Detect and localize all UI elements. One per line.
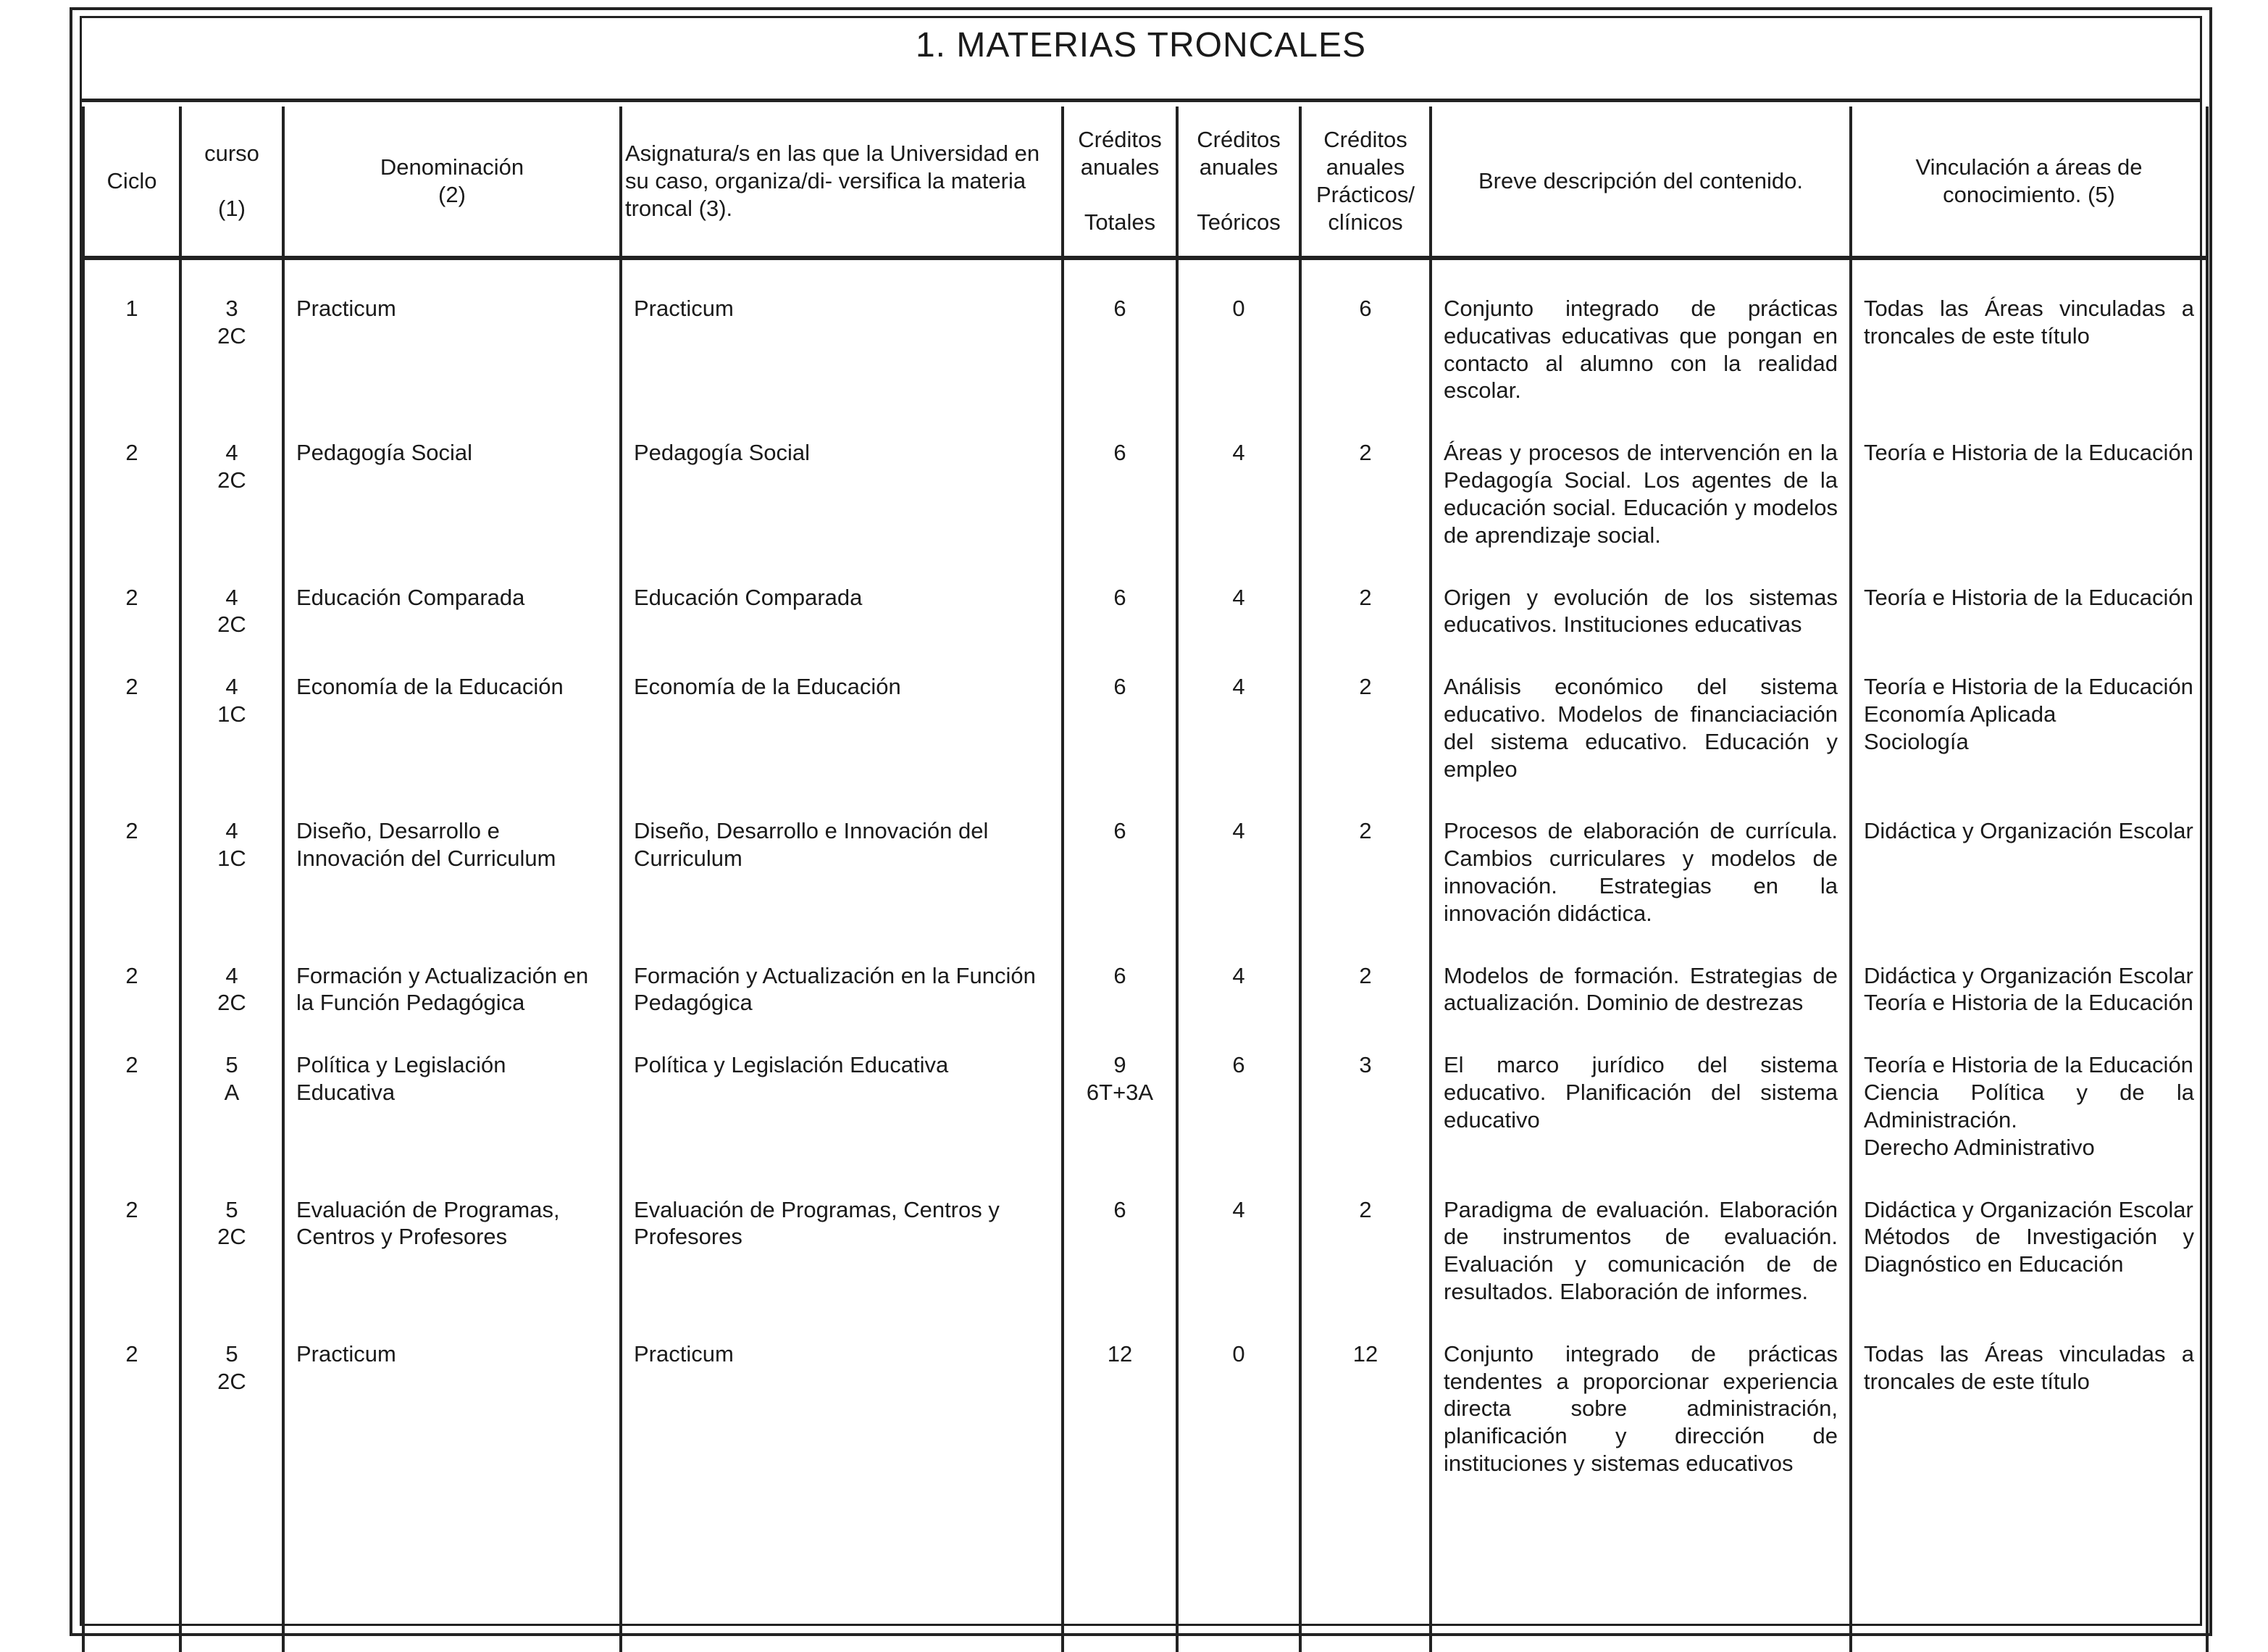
area-item: Derecho Administrativo: [1864, 1134, 2095, 1160]
cell-creditos-teoricos: [1177, 1017, 1300, 1161]
area-item: Didáctica y Organización Escolar: [1864, 818, 2193, 844]
cell-ciclo: [83, 638, 180, 783]
area-item: Economía Aplicada: [1864, 701, 2056, 727]
cell-asignatura: [621, 1161, 1063, 1306]
cell-denominacion: [283, 1161, 621, 1306]
descripcion-text: Paradigma de evaluación. Elaboración de instrumentos de evaluación. Evaluación y comunicación de de resultados. Elaboración de informes.: [1444, 1196, 1838, 1304]
table-row: [83, 1017, 2207, 1161]
cell-asignatura: [621, 1017, 1063, 1161]
cell-creditos-totales: [1063, 1306, 1177, 1652]
curso-value: 4: [225, 962, 238, 988]
cell-descripcion: [1431, 1017, 1851, 1161]
practicos-value: 12: [1352, 1340, 1378, 1367]
teoricos-value: 0: [1232, 1340, 1245, 1367]
page-title: 1. MATERIAS TRONCALES: [915, 26, 1367, 64]
cell-areas: [1851, 404, 2207, 548]
denominacion-text: Educación Comparada: [296, 584, 525, 610]
area-item: Didáctica y Organización Escolar: [1864, 1196, 2193, 1222]
denominacion-text: Formación y Actualización en la Función Pedagógica: [296, 962, 589, 1016]
ciclo-value: 2: [125, 962, 138, 988]
cell-creditos-practicos: [1300, 927, 1431, 1017]
cell-creditos-teoricos: [1177, 1306, 1300, 1652]
cell-creditos-practicos: [1300, 783, 1431, 927]
cell-curso: [180, 404, 283, 548]
cell-curso: [180, 638, 283, 783]
practicos-value: 2: [1359, 584, 1372, 610]
header-vinculacion: Vinculación a áreas de conocimiento. (5): [1851, 107, 2207, 258]
cell-ciclo: [83, 1161, 180, 1306]
asignatura-text: Evaluación de Programas, Centros y Profesores: [634, 1196, 1000, 1250]
asignatura-text: Practicum: [634, 296, 734, 321]
curso-value: 4: [225, 584, 238, 610]
header-totales-top: Créditos anuales: [1078, 127, 1162, 180]
cell-creditos-totales: [1063, 258, 1177, 404]
denominacion-text: Pedagogía Social: [296, 440, 473, 466]
curso-value: 5: [225, 1052, 238, 1078]
cell-descripcion: [1431, 927, 1851, 1017]
table-row: [83, 927, 2207, 1017]
curso-value: 3: [225, 296, 238, 321]
cell-areas: [1851, 1306, 2207, 1652]
asignatura-text: Formación y Actualización en la Función Pedagógica: [634, 962, 1036, 1016]
curso-value: 4: [225, 818, 238, 844]
asignatura-text: Diseño, Desarrollo e Innovación del Curriculum: [634, 818, 989, 872]
cell-denominacion: [283, 404, 621, 548]
descripcion-text: Conjunto integrado de prácticas educativas educativas que pongan en contacto al alumno con la realidad escolar.: [1444, 296, 1838, 404]
teoricos-value: 4: [1232, 1196, 1245, 1222]
cell-descripcion: [1431, 549, 1851, 639]
teoricos-value: 0: [1232, 296, 1245, 321]
area-item: Teoría e Historia de la Educación: [1864, 674, 2193, 700]
practicos-value: 2: [1359, 674, 1372, 700]
cell-denominacion: [283, 1306, 621, 1652]
cell-asignatura: [621, 783, 1063, 927]
cell-creditos-totales: [1063, 927, 1177, 1017]
cell-denominacion: [283, 549, 621, 639]
denominacion-text: Diseño, Desarrollo e Innovación del Curriculum: [296, 818, 556, 872]
descripcion-text: Análisis económico del sistema educativo. Modelos de financiaciación del sistema educativo. Educación y empleo: [1444, 674, 1838, 782]
totales-value: 6: [1113, 674, 1126, 700]
header-denominacion: [283, 107, 621, 258]
table-row: [83, 549, 2207, 639]
descripcion-text: El marco jurídico del sistema educativo. Planificación del sistema educativo: [1444, 1052, 1838, 1132]
totales-value: 6: [1113, 440, 1126, 466]
cell-descripcion: [1431, 783, 1851, 927]
cell-creditos-teoricos: [1177, 783, 1300, 927]
periodo-value: 2C: [217, 1224, 246, 1250]
teoricos-value: 4: [1232, 440, 1245, 466]
totales-value: 6: [1113, 818, 1126, 844]
cell-asignatura: [621, 638, 1063, 783]
area-item: Teoría e Historia de la Educación: [1864, 440, 2193, 466]
cell-denominacion: [283, 927, 621, 1017]
cell-creditos-teoricos: [1177, 404, 1300, 548]
practicos-value: 2: [1359, 818, 1372, 844]
ciclo-value: 2: [125, 440, 138, 466]
cell-creditos-teoricos: [1177, 549, 1300, 639]
totales-value: 12: [1107, 1340, 1133, 1367]
cell-creditos-totales: [1063, 638, 1177, 783]
cell-ciclo: [83, 404, 180, 548]
practicos-value: 2: [1359, 440, 1372, 466]
denominacion-text: Economía de la Educación: [296, 674, 564, 700]
table-row: [83, 1306, 2207, 1652]
header-curso: [180, 107, 283, 258]
cell-creditos-totales: [1063, 1017, 1177, 1161]
cell-areas: [1851, 549, 2207, 639]
table-row: [83, 1161, 2207, 1306]
cell-areas: [1851, 927, 2207, 1017]
cell-creditos-teoricos: [1177, 638, 1300, 783]
cell-denominacion: [283, 783, 621, 927]
curso-value: 5: [225, 1340, 238, 1367]
periodo-value: 2C: [217, 322, 246, 349]
area-item: Métodos de Investigación y Diagnóstico en Educación: [1864, 1224, 2194, 1277]
cell-curso: [180, 258, 283, 404]
header-curso-label: curso: [204, 141, 259, 167]
teoricos-value: 6: [1232, 1052, 1245, 1078]
cell-creditos-practicos: [1300, 1161, 1431, 1306]
header-teoricos-top: Créditos anuales: [1197, 127, 1281, 180]
area-item: Didáctica y Organización Escolar: [1864, 962, 2193, 988]
totales-value: 6: [1113, 962, 1126, 988]
denominacion-text: Practicum: [296, 296, 396, 321]
totales-extra: 6T+3A: [1086, 1080, 1154, 1106]
periodo-value: 2C: [217, 467, 246, 493]
ciclo-value: 2: [125, 1196, 138, 1222]
descripcion-text: Origen y evolución de los sistemas educativos. Instituciones educativas: [1444, 584, 1838, 638]
cell-creditos-practicos: [1300, 258, 1431, 404]
asignatura-text: Practicum: [634, 1340, 734, 1367]
cell-ciclo: [83, 549, 180, 639]
materias-table: [82, 107, 2209, 1652]
cell-curso: [180, 783, 283, 927]
cell-creditos-teoricos: [1177, 258, 1300, 404]
cell-creditos-practicos: [1300, 549, 1431, 639]
cell-areas: [1851, 258, 2207, 404]
cell-areas: [1851, 1161, 2207, 1306]
cell-creditos-totales: [1063, 783, 1177, 927]
asignatura-text: Política y Legislación Educativa: [634, 1052, 949, 1078]
cell-areas: [1851, 783, 2207, 927]
table-row: [83, 258, 2207, 404]
cell-creditos-totales: [1063, 404, 1177, 548]
ciclo-value: 2: [125, 1340, 138, 1367]
area-item: Teoría e Historia de la Educación: [1864, 584, 2193, 610]
area-item: Ciencia Política y de la Administración.: [1864, 1080, 2194, 1132]
practicos-value: 2: [1359, 962, 1372, 988]
cell-areas: [1851, 1017, 2207, 1161]
ciclo-value: 2: [125, 584, 138, 610]
cell-asignatura: [621, 1306, 1063, 1652]
periodo-value: 2C: [217, 1368, 246, 1394]
cell-curso: [180, 927, 283, 1017]
document-frame: [70, 7, 2212, 1636]
header-creditos-teoricos: [1177, 107, 1300, 258]
curso-value: 4: [225, 674, 238, 700]
cell-ciclo: [83, 783, 180, 927]
table-frame: [80, 16, 2202, 1626]
cell-creditos-practicos: [1300, 638, 1431, 783]
header-creditos-totales: [1063, 107, 1177, 258]
periodo-value: 2C: [217, 990, 246, 1016]
table-row: [83, 638, 2207, 783]
totales-value: 6: [1113, 1196, 1126, 1222]
cell-creditos-teoricos: [1177, 927, 1300, 1017]
area-item: Teoría e Historia de la Educación: [1864, 1052, 2193, 1078]
cell-creditos-totales: [1063, 1161, 1177, 1306]
area-item: Sociología: [1864, 728, 1969, 754]
teoricos-value: 4: [1232, 962, 1245, 988]
header-curso-note: (1): [218, 196, 246, 221]
periodo-value: 1C: [217, 701, 246, 727]
cell-denominacion: [283, 638, 621, 783]
cell-curso: [180, 1161, 283, 1306]
header-denominacion-note: (2): [438, 182, 466, 207]
teoricos-value: 4: [1232, 818, 1245, 844]
ciclo-value: 1: [125, 296, 138, 321]
header-asignaturas: Asignatura/s en las que la Universidad en su caso, organiza/di- versifica la materia troncal (3).: [621, 107, 1063, 258]
cell-creditos-practicos: [1300, 1017, 1431, 1161]
cell-creditos-teoricos: [1177, 1161, 1300, 1306]
cell-asignatura: [621, 549, 1063, 639]
denominacion-text: Evaluación de Programas, Centros y Profesores: [296, 1196, 560, 1250]
cell-creditos-practicos: [1300, 404, 1431, 548]
cell-ciclo: [83, 1306, 180, 1652]
cell-areas: [1851, 638, 2207, 783]
cell-descripcion: [1431, 1306, 1851, 1652]
header-ciclo: Ciclo: [83, 107, 180, 258]
header-descripcion: Breve descripción del contenido.: [1431, 107, 1851, 258]
curso-value: 4: [225, 440, 238, 466]
cell-creditos-practicos: [1300, 1306, 1431, 1652]
cell-curso: [180, 1017, 283, 1161]
practicos-value: 3: [1359, 1052, 1372, 1078]
descripcion-text: Modelos de formación. Estrategias de actualización. Dominio de destrezas: [1444, 962, 1838, 1016]
descripcion-text: Áreas y procesos de intervención en la Pedagogía Social. Los agentes de la educación social. Educación y modelos de aprendizaje social.: [1444, 440, 1838, 548]
totales-value: 6: [1113, 296, 1126, 321]
asignatura-text: Economía de la Educación: [634, 674, 901, 700]
periodo-value: 1C: [217, 846, 246, 872]
cell-curso: [180, 549, 283, 639]
totales-value: 6: [1113, 584, 1126, 610]
totales-value: 9: [1113, 1052, 1126, 1078]
ciclo-value: 2: [125, 1052, 138, 1078]
cell-asignatura: [621, 258, 1063, 404]
table-row: [83, 404, 2207, 548]
periodo-value: A: [224, 1080, 240, 1106]
table-header: [83, 107, 2207, 258]
cell-ciclo: [83, 258, 180, 404]
descripcion-text: Procesos de elaboración de currícula. Cambios curriculares y modelos de innovación. Estrategias en la innovación didáctica.: [1444, 818, 1838, 926]
header-creditos-practicos: Créditos anuales Prácticos/ clínicos: [1300, 107, 1431, 258]
asignatura-text: Educación Comparada: [634, 584, 863, 610]
cell-descripcion: [1431, 258, 1851, 404]
cell-creditos-totales: [1063, 549, 1177, 639]
header-teoricos-bottom: Teóricos: [1197, 209, 1281, 235]
table-row: [83, 783, 2207, 927]
ciclo-value: 2: [125, 818, 138, 844]
cell-asignatura: [621, 404, 1063, 548]
area-item: Teoría e Historia de la Educación: [1864, 990, 2193, 1016]
teoricos-value: 4: [1232, 674, 1245, 700]
area-item: Todas las Áreas vinculadas a troncales de este título: [1864, 296, 2194, 349]
ciclo-value: 2: [125, 674, 138, 700]
cell-ciclo: [83, 1017, 180, 1161]
cell-denominacion: [283, 258, 621, 404]
header-totales-bottom: Totales: [1084, 209, 1156, 235]
denominacion-text: Política y Legislación Educativa: [296, 1052, 506, 1106]
asignatura-text: Pedagogía Social: [634, 440, 811, 466]
cell-denominacion: [283, 1017, 621, 1161]
header-denominacion-label: Denominación: [380, 154, 524, 180]
cell-ciclo: [83, 927, 180, 1017]
practicos-value: 6: [1359, 296, 1372, 321]
cell-descripcion: [1431, 404, 1851, 548]
descripcion-text: Conjunto integrado de prácticas tendentes a proporcionar experiencia directa sobre administración, planificación y dirección de instituciones y sistemas educativos: [1444, 1340, 1838, 1476]
cell-descripcion: [1431, 1161, 1851, 1306]
table-body: [83, 258, 2207, 1652]
title-bar: [82, 18, 2200, 102]
curso-value: 5: [225, 1196, 238, 1222]
periodo-value: 2C: [217, 612, 246, 638]
cell-asignatura: [621, 927, 1063, 1017]
cell-curso: [180, 1306, 283, 1652]
cell-descripcion: [1431, 638, 1851, 783]
denominacion-text: Practicum: [296, 1340, 396, 1367]
practicos-value: 2: [1359, 1196, 1372, 1222]
area-item: Todas las Áreas vinculadas a troncales de este título: [1864, 1340, 2194, 1394]
teoricos-value: 4: [1232, 584, 1245, 610]
